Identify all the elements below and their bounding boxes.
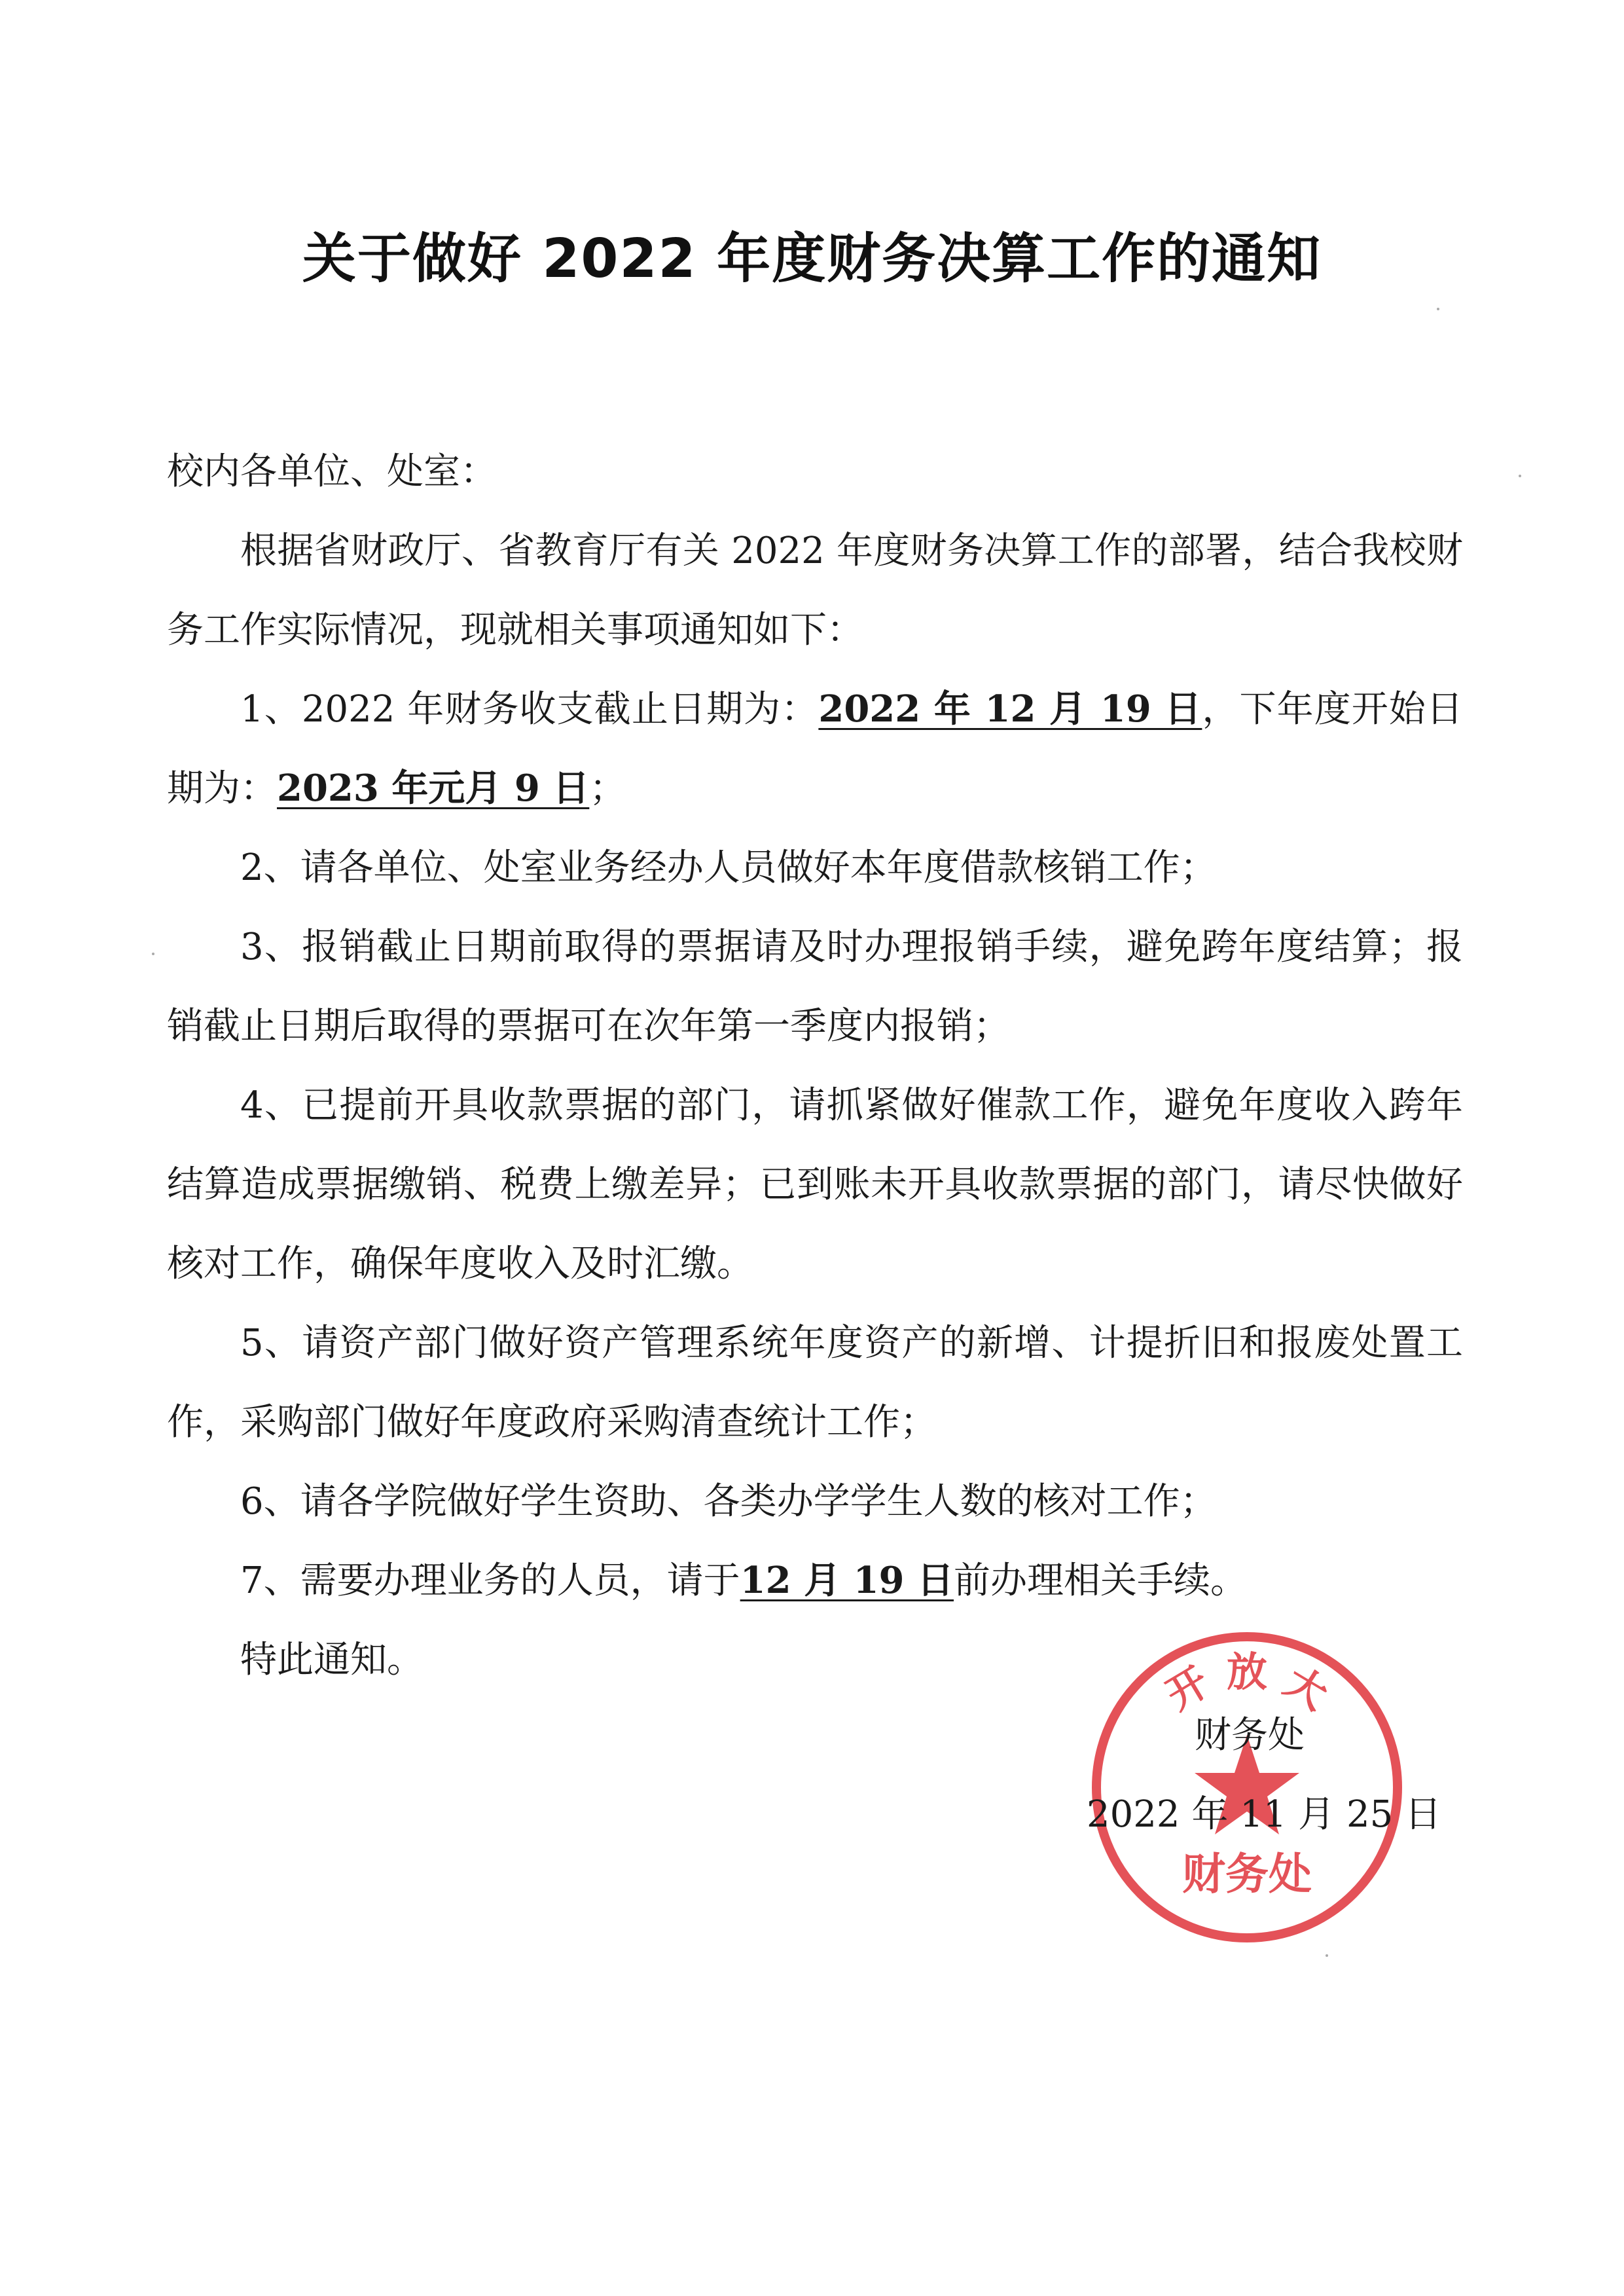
cutoff-date: 2022 年 12 月 19 日 <box>818 687 1202 731</box>
scan-speck <box>152 953 154 955</box>
item-5: 5、请资产部门做好资产管理系统年度资产的新增、计提折旧和报废处置工作，采购部门做好年度政府采购清查统计工作； <box>167 1322 1463 1444</box>
signature-block <box>1074 1696 1466 1854</box>
scan-speck <box>1437 308 1439 310</box>
salutation: 校内各单位、处室： <box>167 450 497 493</box>
item-6: 6、请各学院做好学生资助、各类办学学生人数的核对工作； <box>240 1480 1217 1523</box>
item-4: 4、已提前开具收款票据的部门，请抓紧做好催款工作，避免年度收入跨年结算造成票据缴销、税费上缴差异；已到账未开具收款票据的部门，请尽快做好核对工作，确保年度收入及时汇缴。 <box>167 1084 1463 1285</box>
intro-paragraph: 根据省财政厅、省教育厅有关 2022 年度财务决算工作的部署，结合我校财务工作实际情况，现就相关事项通知如下： <box>167 530 1463 651</box>
closing-line: 特此通知。 <box>240 1639 424 1681</box>
document-title: 关于做好 2022 年度财务决算工作的通知 <box>302 228 1322 290</box>
item-7-suffix: 前办理相关手续。 <box>954 1559 1247 1602</box>
item-2: 2、请各单位、处室业务经办人员做好本年度借款核销工作； <box>240 847 1217 889</box>
signature-department: 财务处 <box>1195 1714 1305 1757</box>
item-1-prefix: 1、2022 年财务收支截止日期为： <box>240 688 819 731</box>
item-1-suffix: ； <box>589 767 626 810</box>
scan-speck <box>1519 475 1521 477</box>
seal-bottom-text: 财务处 <box>1182 1849 1312 1899</box>
document-body <box>167 432 1463 1700</box>
deadline-date: 12 月 19 日 <box>740 1559 954 1602</box>
item-7-prefix: 7、需要办理业务的人员，请于 <box>240 1559 740 1602</box>
item-7 <box>167 1541 1463 1620</box>
start-date: 2023 年元月 9 日 <box>277 767 590 810</box>
item-1-middle: ，下年度开始日期为： <box>167 688 1463 810</box>
signature-date: 2022 年 11 月 25 日 <box>1087 1793 1442 1836</box>
seal-top-text: 开 放 大 <box>1157 1648 1337 1719</box>
item-1 <box>167 670 1463 828</box>
scan-speck <box>1326 1954 1328 1957</box>
item-3: 3、报销截止日期前取得的票据请及时办理报销手续，避免跨年度结算；报销截止日期后取得的票据可在次年第一季度内报销； <box>167 926 1463 1048</box>
